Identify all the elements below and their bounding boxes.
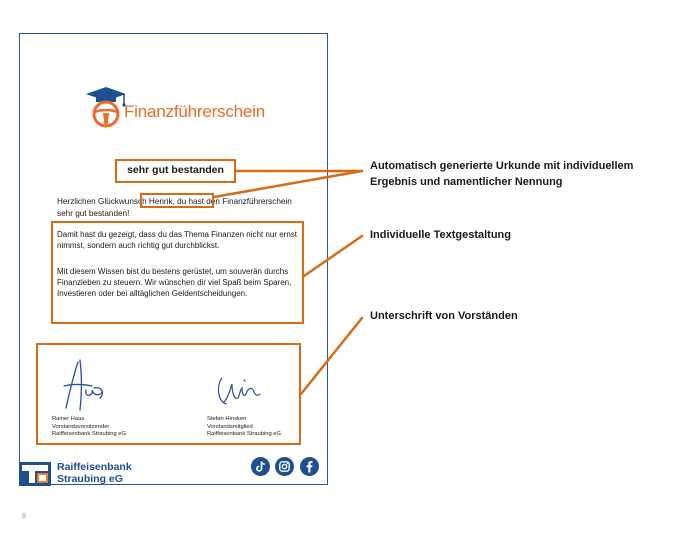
signer-role: Vorstandsvorsitzender <box>52 423 110 430</box>
callout-line-text <box>304 236 362 276</box>
congrats-text: Herzlichen Glückwunsch Henrik, du hast den Finanzführerschein sehr gut bestanden! <box>57 197 292 218</box>
logo-text: Finanzführerschein <box>124 102 265 121</box>
callout-line-name <box>214 171 362 197</box>
annotation-certificate: Automatisch generierte Urkunde mit individuellem Ergebnis und namentlicher Nennung <box>370 160 634 188</box>
bank-name: Raiffeisenbank Straubing eG <box>57 461 132 485</box>
annotation-text: Individuelle Textgestaltung <box>370 229 511 241</box>
result-box: sehr gut bestanden <box>115 159 236 183</box>
signer-org: Raiffeisenbank Straubing eG <box>207 431 282 437</box>
body-paragraph-1: Damit hast du gezeigt, dass du das Thema Finanzen nicht nur ernst nimmst, sondern auch richtig gut durchblickst. <box>57 230 297 250</box>
signer-name: Rainer Haas <box>52 416 85 422</box>
signer-org: Raiffeisenbank Straubing eG <box>52 431 127 437</box>
page-number: 8 <box>22 513 26 520</box>
callout-line-signature <box>301 318 362 394</box>
signer-role: Vorstandsmitglied <box>207 423 253 430</box>
signer-name: Stefan Hinsken <box>207 416 247 422</box>
body-paragraph-2: Mit diesem Wissen bist du bestens gerüstet, um souverän durchs Finanzleben zu steuern. Wir wünschen dir viel Spaß beim Sparen, Investieren oder bei alltäglichen Geldentscheidungen. <box>57 267 292 299</box>
annotation-signature: Unterschrift von Vorständen <box>370 310 518 322</box>
